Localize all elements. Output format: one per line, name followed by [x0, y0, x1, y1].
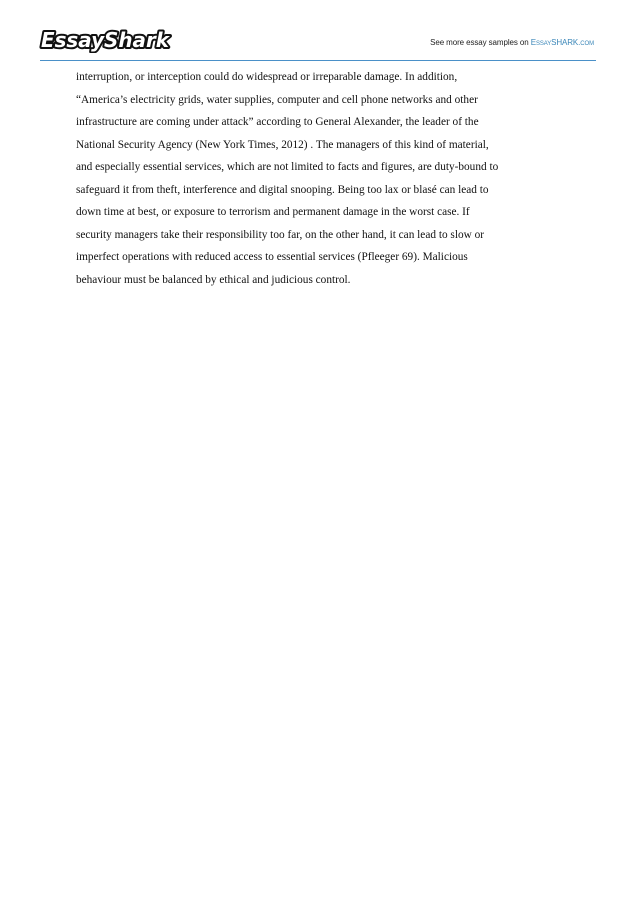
text-line: “America’s electricity grids, water supplies, computer and cell phone networks and other [76, 93, 478, 106]
essay-body [76, 66, 566, 291]
text-line: down time at best, or exposure to terrorism and permanent damage in the worst case. If [76, 206, 470, 218]
header-link-brand[interactable]: EssaySHARK.com [530, 38, 594, 47]
text-line: interruption, or interception could do widespread or irreparable damage. In addition, [76, 71, 458, 83]
header-link-prefix: See more essay samples on [430, 38, 529, 47]
text-line: behaviour must be balanced by ethical and judicious control. [76, 273, 351, 286]
text-line: imperfect operations with reduced access to essential services (Pfleeger 69). Malicious [76, 251, 468, 263]
text-line: security managers take their responsibility too far, on the other hand, it can lead to slow or [76, 228, 485, 241]
essayshark-logo[interactable] [38, 25, 174, 53]
page-header [0, 0, 638, 64]
logo-text: EssayShark [41, 28, 171, 52]
text-line: infrastructure are coming under attack” according to General Alexander, the leader of the [76, 116, 479, 128]
header-divider [40, 60, 596, 61]
text-line: safeguard it from theft, interference and digital snooping. Being too lax or blasé can lead to [76, 183, 489, 196]
text-line: National Security Agency (New York Times, 2012) . The managers of this kind of material, [76, 138, 489, 151]
essayshark-link[interactable] [430, 38, 594, 47]
text-line: and especially essential services, which are not limited to facts and figures, are duty-bound to [76, 161, 499, 173]
